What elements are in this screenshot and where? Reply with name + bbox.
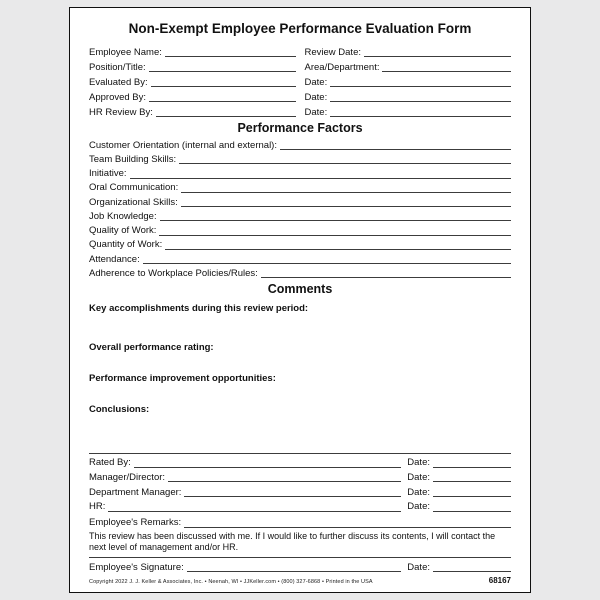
fill-in-line: [130, 178, 512, 179]
field-label: HR Review By:: [89, 106, 153, 118]
prompt-improvement-opportunities: Performance improvement opportunities:: [89, 373, 276, 385]
factor-label: Job Knowledge:: [89, 210, 157, 222]
performance-factors-heading: Performance Factors: [237, 121, 363, 135]
date-label: Date:: [407, 457, 430, 469]
signoff-department-manager: [89, 483, 511, 498]
fill-in-line: [181, 206, 511, 207]
header-field-row: [89, 103, 511, 118]
date-label: Date:: [407, 501, 430, 513]
signoff-manager-director: [89, 469, 511, 484]
fill-in-line: [159, 235, 511, 236]
fill-in-line: [149, 101, 295, 102]
fill-in-line: [165, 56, 296, 57]
date-fill-line: [433, 571, 511, 572]
field-employee-remarks: [89, 515, 511, 529]
header-field-row: [89, 88, 511, 103]
signoff-hr: [89, 498, 511, 513]
factor-label: Adherence to Workplace Policies/Rules:: [89, 267, 258, 279]
field-label: Employee Name:: [89, 46, 162, 58]
field-hr-review-by: [89, 103, 296, 118]
fill-in-line: [179, 163, 511, 164]
comments-heading: Comments: [267, 282, 333, 297]
fill-in-line: [165, 249, 511, 250]
factor-team-building: [89, 151, 511, 165]
factor-oral-communication: [89, 180, 511, 194]
field-label: Area/Department:: [304, 61, 380, 73]
factor-job-knowledge: [89, 208, 511, 222]
fill-in-line: [151, 86, 296, 87]
prompt-key-accomplishments: Key accomplishments during this review period:: [89, 303, 309, 315]
field-review-date: [305, 43, 512, 58]
fill-in-line: [160, 220, 511, 221]
field-hr-review-date: [305, 103, 512, 118]
date-label: Date:: [407, 486, 430, 498]
factor-label: Customer Orientation (internal and external):: [89, 139, 277, 151]
signoff-label: Department Manager:: [89, 486, 182, 498]
signoff-label: Manager/Director:: [89, 471, 166, 483]
date-fill-line: [433, 511, 511, 512]
fill-in-line: [134, 467, 402, 468]
fill-in-line: [108, 511, 401, 512]
fill-in-line: [156, 116, 296, 117]
form-footer: [89, 573, 511, 585]
field-label: Review Date:: [304, 46, 361, 58]
acknowledgment-statement: This review has been discussed with me. If I would like to further discuss its contents, I will contact the next level of management and/or HR.: [89, 530, 496, 552]
fill-in-line: [187, 571, 402, 572]
field-employee-name: [89, 43, 296, 58]
fill-in-line: [382, 71, 511, 72]
fill-in-line: [184, 527, 511, 528]
factor-attendance: [89, 251, 511, 265]
footer-copyright: Copyright 2022 J. J. Keller & Associates, Inc. • Neenah, WI • JJKeller.com • (800) 327-6868 • Printed in the USA: [89, 579, 373, 585]
factor-label: Team Building Skills:: [89, 154, 177, 165]
signature-label: Employee's Signature:: [89, 561, 184, 573]
field-label: Position/Title:: [89, 61, 146, 73]
fill-in-line: [149, 71, 296, 72]
field-evaluated-date: [305, 73, 512, 88]
field-evaluated-by: [89, 73, 296, 88]
prompt-conclusions: Conclusions:: [89, 403, 150, 415]
field-approved-by: [89, 88, 296, 103]
factor-adherence-policies: [89, 265, 511, 279]
factor-organizational-skills: [89, 194, 511, 208]
date-fill-line: [433, 481, 511, 482]
form-title: Non-Exempt Employee Performance Evaluation Form: [128, 21, 472, 36]
signoff-label: Rated By:: [89, 457, 131, 469]
fill-in-line: [261, 277, 511, 278]
field-label: Date:: [304, 76, 328, 88]
factor-initiative: [89, 165, 511, 179]
date-label: Date:: [407, 561, 430, 573]
field-label: Date:: [304, 106, 328, 118]
field-employee-signature: [89, 558, 511, 573]
fill-in-line: [143, 263, 511, 264]
signoff-label: HR:: [89, 501, 106, 513]
field-area-department: [305, 58, 512, 73]
form-page: [69, 7, 531, 593]
header-field-row: [89, 58, 511, 73]
factor-label: Quantity of Work:: [89, 239, 163, 251]
fill-in-line: [168, 481, 401, 482]
fill-in-line: [181, 192, 511, 193]
field-approved-date: [305, 88, 512, 103]
fill-in-line: [184, 496, 401, 497]
fill-in-line: [364, 56, 511, 57]
date-label: Date:: [407, 471, 430, 483]
fill-in-line: [330, 116, 511, 117]
date-fill-line: [433, 496, 511, 497]
signoff-rated-by: [89, 454, 511, 469]
factor-label: Initiative:: [89, 168, 127, 180]
factor-customer-orientation: [89, 137, 511, 151]
header-field-row: [89, 73, 511, 88]
factor-quality-of-work: [89, 222, 511, 236]
fill-in-line: [330, 101, 511, 102]
factor-label: Oral Communication:: [89, 182, 179, 194]
factor-label: Organizational Skills:: [89, 196, 178, 208]
field-position-title: [89, 58, 296, 73]
footer-form-number: 68167: [488, 576, 511, 585]
remarks-label: Employee's Remarks:: [89, 517, 182, 529]
prompt-overall-rating: Overall performance rating:: [89, 342, 214, 354]
factor-label: Quality of Work:: [89, 225, 157, 237]
date-fill-line: [433, 467, 511, 468]
field-label: Evaluated By:: [89, 76, 148, 88]
header-field-row: [89, 43, 511, 58]
fill-in-line: [330, 86, 511, 87]
factor-label: Attendance:: [89, 253, 140, 265]
factor-quantity-of-work: [89, 237, 511, 251]
field-label: Date:: [304, 91, 328, 103]
fill-in-line: [280, 149, 511, 150]
field-label: Approved By:: [89, 91, 147, 103]
